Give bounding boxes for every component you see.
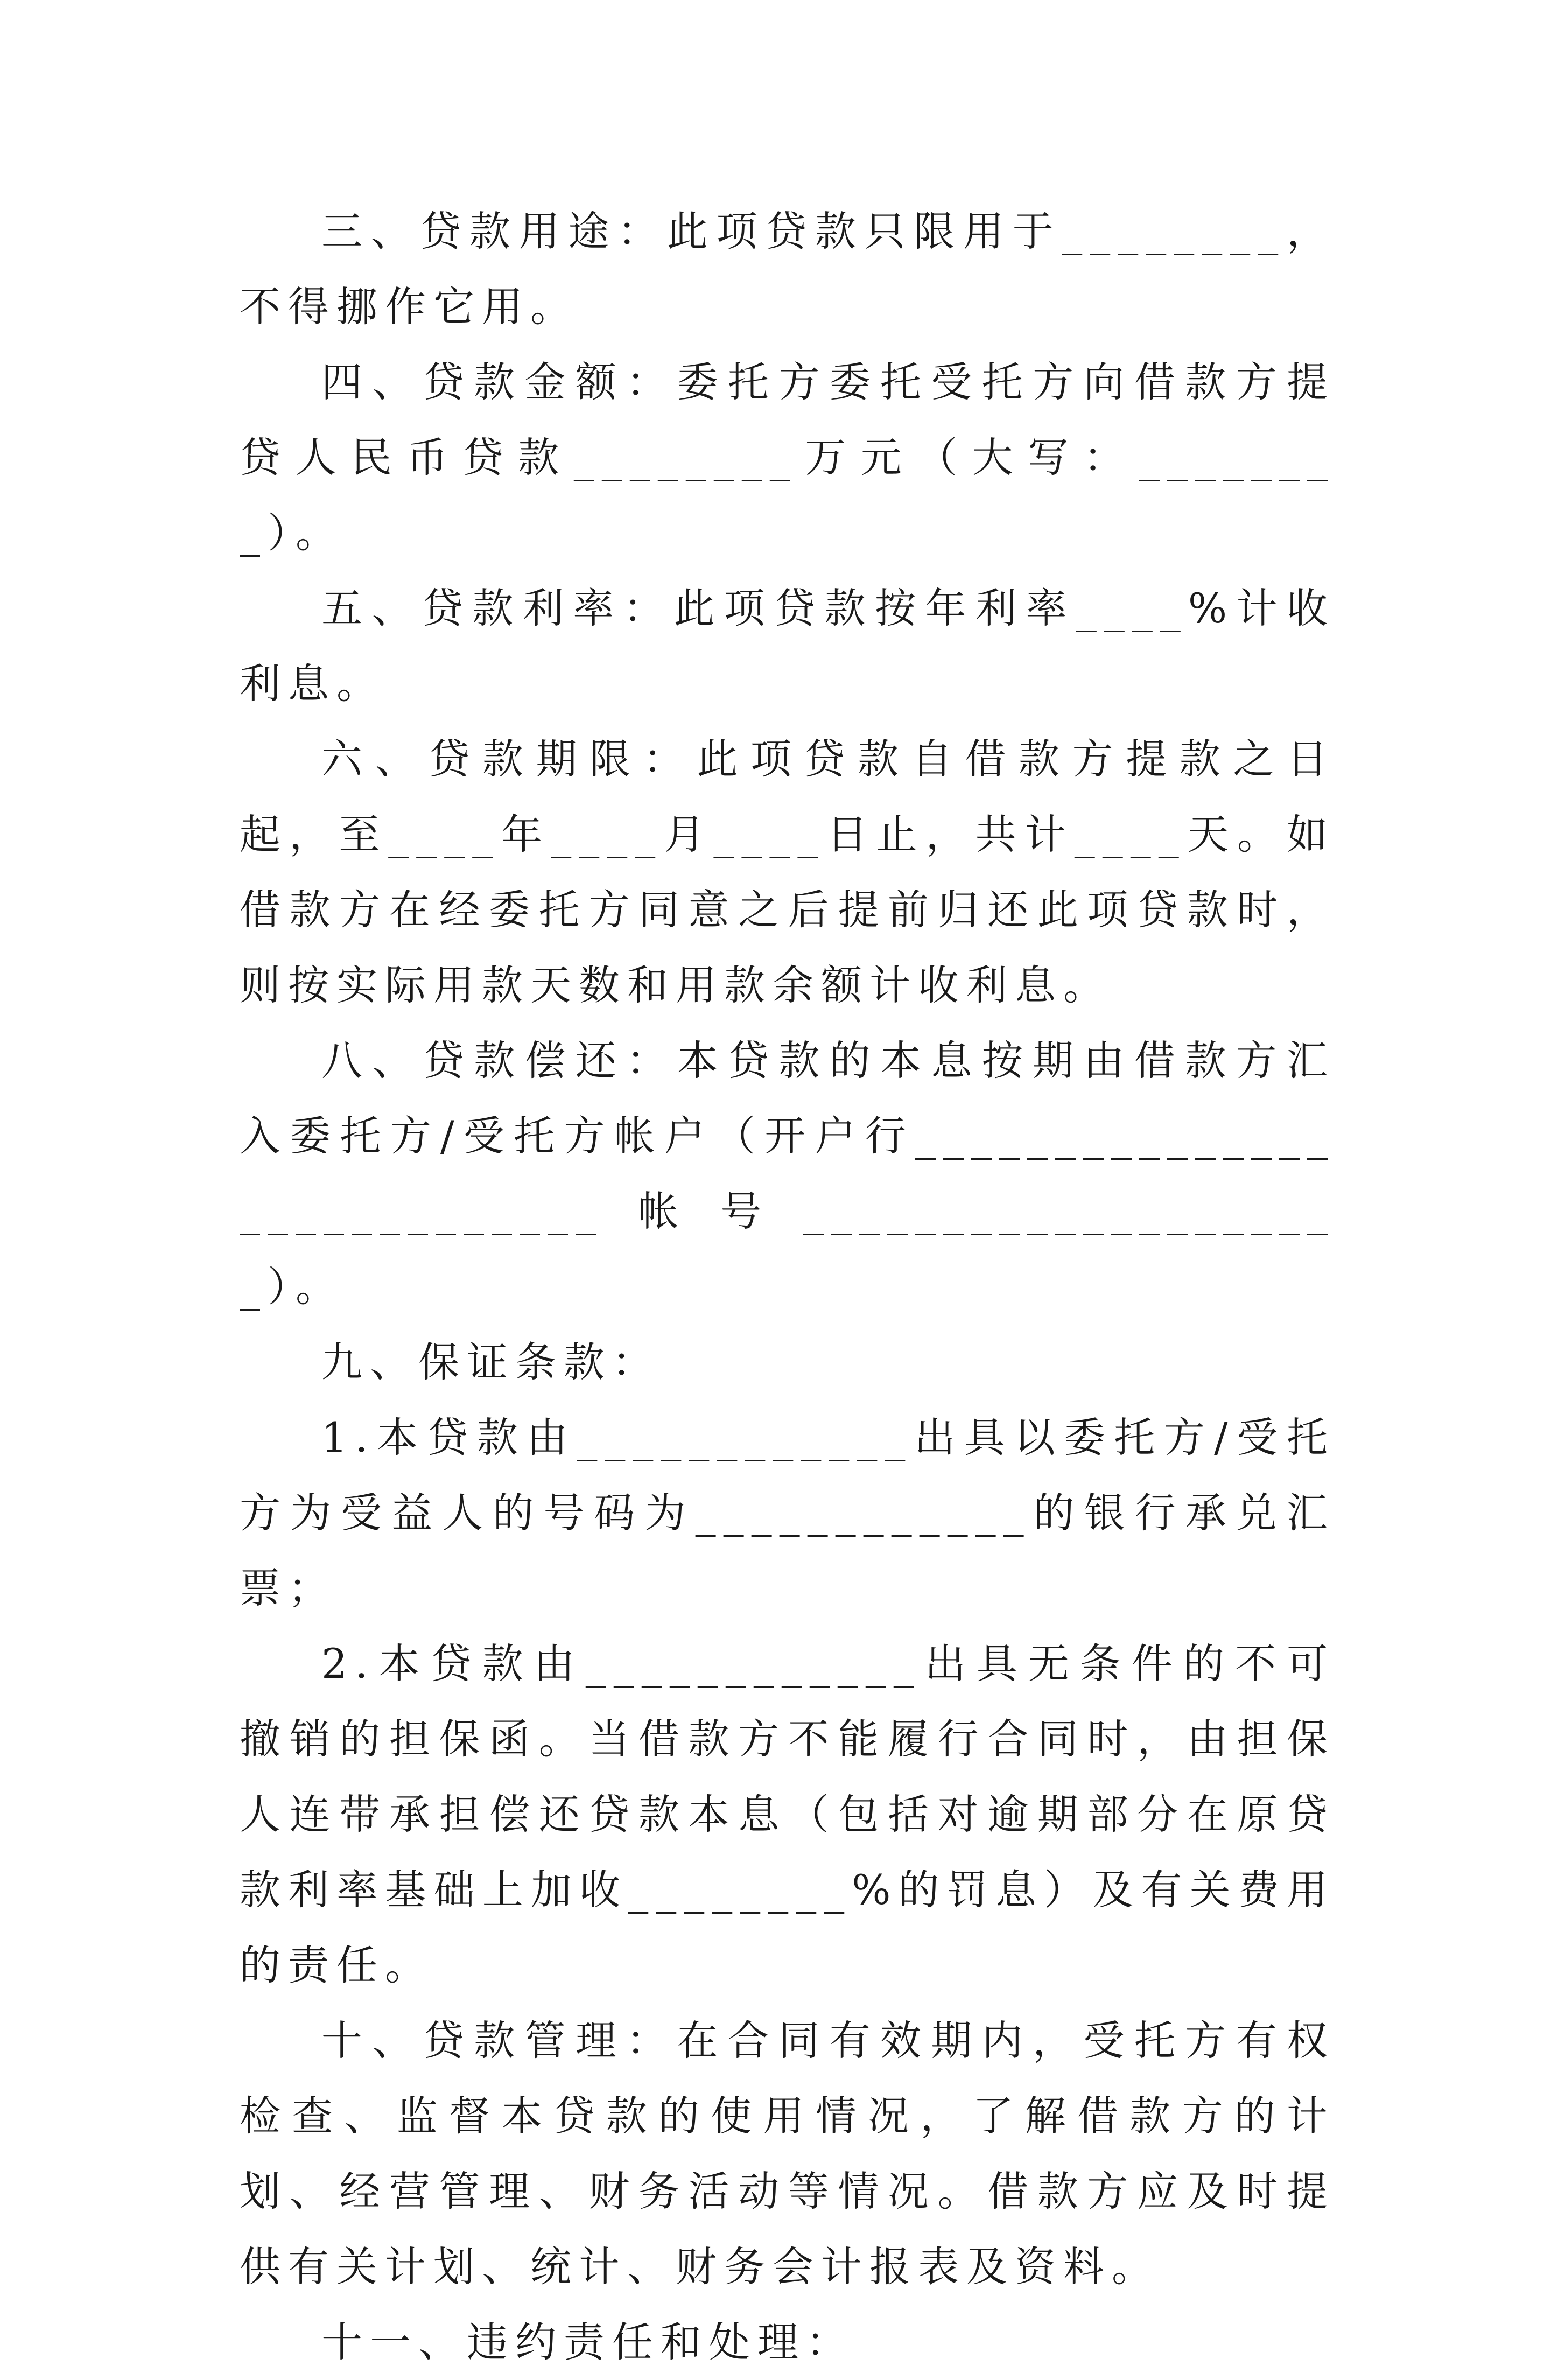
contract-body — [240, 194, 1335, 2380]
clause-interest-rate: 五、贷款利率：此项贷款按年利率____%计收利息。 — [240, 584, 1335, 708]
clause-loan-amount: 四、贷款金额：委托方委托受托方向借款方提贷人民币贷款________万元（大写：________）。 — [240, 358, 1335, 557]
clause-breach-liability: 十一、违约责任和处理： — [321, 2318, 854, 2366]
clause-guarantee-heading: 九、保证条款： — [321, 1338, 661, 1386]
clause-loan-purpose: 三、贷款用途：此项贷款只限用于________，不得挪作它用。 — [240, 207, 1335, 331]
clause-guarantee-item-1: 1.本贷款由____________出具以委托方/受托方为受益人的号码为____________的银行承兑汇票； — [240, 1413, 1335, 1612]
clause-guarantee-item-2: 2.本贷款由____________出具无条件的不可撤销的担保函。当借款方不能履行合同时，由担保人连带承担偿还贷款本息（包括对逾期部分在原贷款利率基础上加收________%的罚息）及有关费用的责任。 — [240, 1640, 1335, 1989]
clause-repayment: 八、贷款偿还：本贷款的本息按期由借款方汇入委托方/受托方帐户（开户行____________________________帐号____________________）。 — [240, 1037, 1335, 1311]
clause-loan-term: 六、贷款期限：此项贷款自借款方提款之日起，至____年____月____日止，共计____天。如借款方在经委托方同意之后提前归还此项贷款时，则按实际用款天数和用款余额计收利息。 — [240, 735, 1335, 1009]
clause-loan-management: 十、贷款管理：在合同有效期内，受托方有权检查、监督本贷款的使用情况，了解借款方的计划、经营管理、财务活动等情况。借款方应及时提供有关计划、统计、财务会计报表及资料。 — [240, 2017, 1335, 2291]
